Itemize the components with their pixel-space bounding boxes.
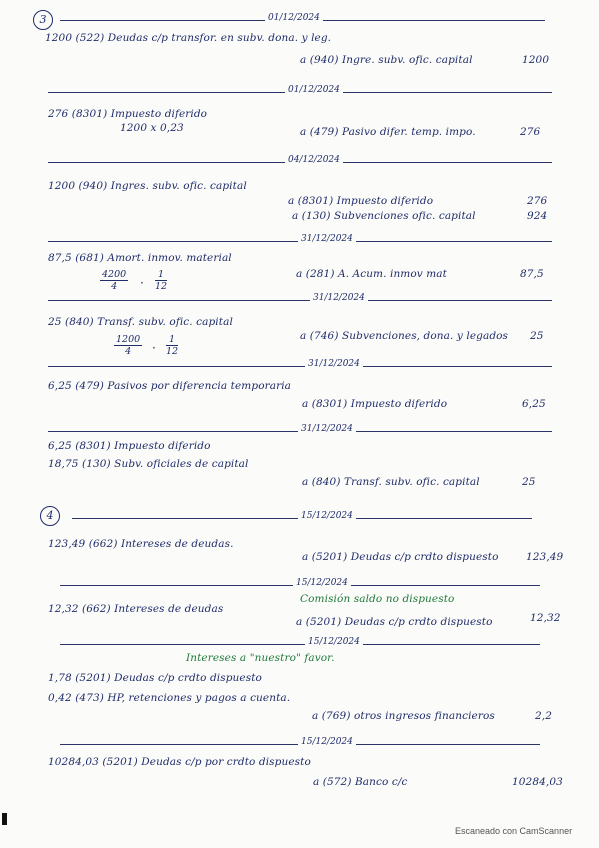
entry-debit-line: 10284,03 (5201) Deudas c/p por crdto dispuesto bbox=[48, 756, 311, 768]
fraction-denominator: 12 bbox=[155, 281, 168, 292]
fraction-numerator: 1 bbox=[155, 269, 167, 281]
fraction bbox=[166, 334, 178, 357]
entry-credit-line: a (479) Pasivo difer. temp. impo. bbox=[300, 126, 476, 138]
entry-amount: 25 bbox=[522, 476, 536, 488]
fraction bbox=[114, 334, 142, 357]
entry-credit-line: a (769) otros ingresos financieros bbox=[312, 710, 495, 722]
fraction-numerator: 1200 bbox=[116, 334, 141, 345]
fraction-numerator: 4200 bbox=[102, 269, 127, 280]
entry-debit-line: 12,32 (662) Intereses de deudas bbox=[48, 603, 224, 615]
separator-line bbox=[48, 300, 552, 301]
entry-amount: 25 bbox=[530, 330, 544, 342]
entry-amount: 276 bbox=[527, 195, 548, 207]
fraction-denominator: 12 bbox=[166, 346, 179, 357]
entry-date: 15/12/2024 bbox=[293, 578, 351, 588]
multiply-dot-icon: · bbox=[152, 341, 156, 355]
entry-calculation: 1200 x 0,23 bbox=[120, 122, 184, 134]
entry-date: 01/12/2024 bbox=[265, 13, 323, 23]
entry-date: 31/12/2024 bbox=[298, 234, 356, 244]
entry-debit-line: 0,42 (473) HP, retenciones y pagos a cuenta. bbox=[48, 692, 291, 704]
entry-date: 15/12/2024 bbox=[305, 637, 363, 647]
scanner-watermark: Escaneado con CamScanner bbox=[455, 826, 573, 836]
entry-debit-line: 18,75 (130) Subv. oficiales de capital bbox=[48, 458, 249, 470]
fraction bbox=[100, 269, 128, 292]
fraction-denominator: 4 bbox=[111, 281, 118, 292]
entry-date: 04/12/2024 bbox=[285, 155, 343, 165]
entry-debit-line: 123,49 (662) Intereses de deudas. bbox=[48, 538, 234, 550]
fraction bbox=[155, 269, 167, 292]
entry-date: 01/12/2024 bbox=[285, 85, 343, 95]
entry-amount: 10284,03 bbox=[512, 776, 563, 788]
entry-amount: 1200 bbox=[522, 54, 550, 66]
exercise-number-3: 3 bbox=[33, 10, 53, 30]
entry-debit-line: 1200 (940) Ingres. subv. ofic. capital bbox=[48, 180, 247, 192]
fraction-numerator: 1 bbox=[166, 334, 178, 346]
margin-note: Comisión saldo no dispuesto bbox=[300, 593, 455, 605]
entry-date: 15/12/2024 bbox=[298, 737, 356, 747]
entry-amount: 276 bbox=[520, 126, 541, 138]
entry-debit-line: 276 (8301) Impuesto diferido bbox=[48, 108, 208, 120]
entry-debit-line: 6,25 (8301) Impuesto diferido bbox=[48, 440, 211, 452]
entry-debit-line: 1,78 (5201) Deudas c/p crdto dispuesto bbox=[48, 672, 262, 684]
entry-credit-line: a (8301) Impuesto diferido bbox=[302, 398, 448, 410]
entry-credit-line: a (281) A. Acum. inmov mat bbox=[296, 268, 447, 280]
entry-date: 31/12/2024 bbox=[298, 424, 356, 434]
entry-credit-line: a (840) Transf. subv. ofic. capital bbox=[302, 476, 480, 488]
entry-date: 31/12/2024 bbox=[305, 359, 363, 369]
exercise-number-4: 4 bbox=[40, 506, 60, 526]
entry-amount: 2,2 bbox=[535, 710, 552, 722]
separator-line bbox=[48, 366, 552, 367]
entry-credit-line: a (746) Subvenciones, dona. y legados bbox=[300, 330, 509, 342]
entry-amount: 6,25 bbox=[522, 398, 546, 410]
entry-debit-line: 1200 (522) Deudas c/p transfor. en subv. dona. y leg. bbox=[45, 32, 332, 44]
scan-edge-mark bbox=[2, 813, 7, 825]
fraction-denominator: 4 bbox=[125, 346, 132, 357]
entry-amount: 87,5 bbox=[520, 268, 544, 280]
margin-note: Intereses a "nuestro" favor. bbox=[186, 652, 335, 664]
entry-credit-line: a (940) Ingre. subv. ofic. capital bbox=[300, 54, 473, 66]
entry-credit-line: a (130) Subvenciones ofic. capital bbox=[292, 210, 476, 222]
entry-debit-line: 6,25 (479) Pasivos por diferencia temporaria bbox=[48, 380, 292, 392]
entry-amount: 123,49 bbox=[526, 551, 564, 563]
entry-credit-line: a (5201) Deudas c/p crdto dispuesto bbox=[302, 551, 499, 563]
separator-line bbox=[60, 644, 540, 645]
entry-date: 15/12/2024 bbox=[298, 511, 356, 521]
multiply-dot-icon: · bbox=[140, 276, 144, 290]
entry-date: 31/12/2024 bbox=[310, 293, 368, 303]
entry-debit-line: 25 (840) Transf. subv. ofic. capital bbox=[48, 316, 233, 328]
entry-credit-line: a (5201) Deudas c/p crdto dispuesto bbox=[296, 616, 493, 628]
entry-amount: 924 bbox=[527, 210, 548, 222]
entry-credit-line: a (8301) Impuesto diferido bbox=[288, 195, 434, 207]
entry-debit-line: 87,5 (681) Amort. inmov. material bbox=[48, 252, 232, 264]
entry-credit-line: a (572) Banco c/c bbox=[313, 776, 408, 788]
entry-amount: 12,32 bbox=[530, 612, 561, 624]
